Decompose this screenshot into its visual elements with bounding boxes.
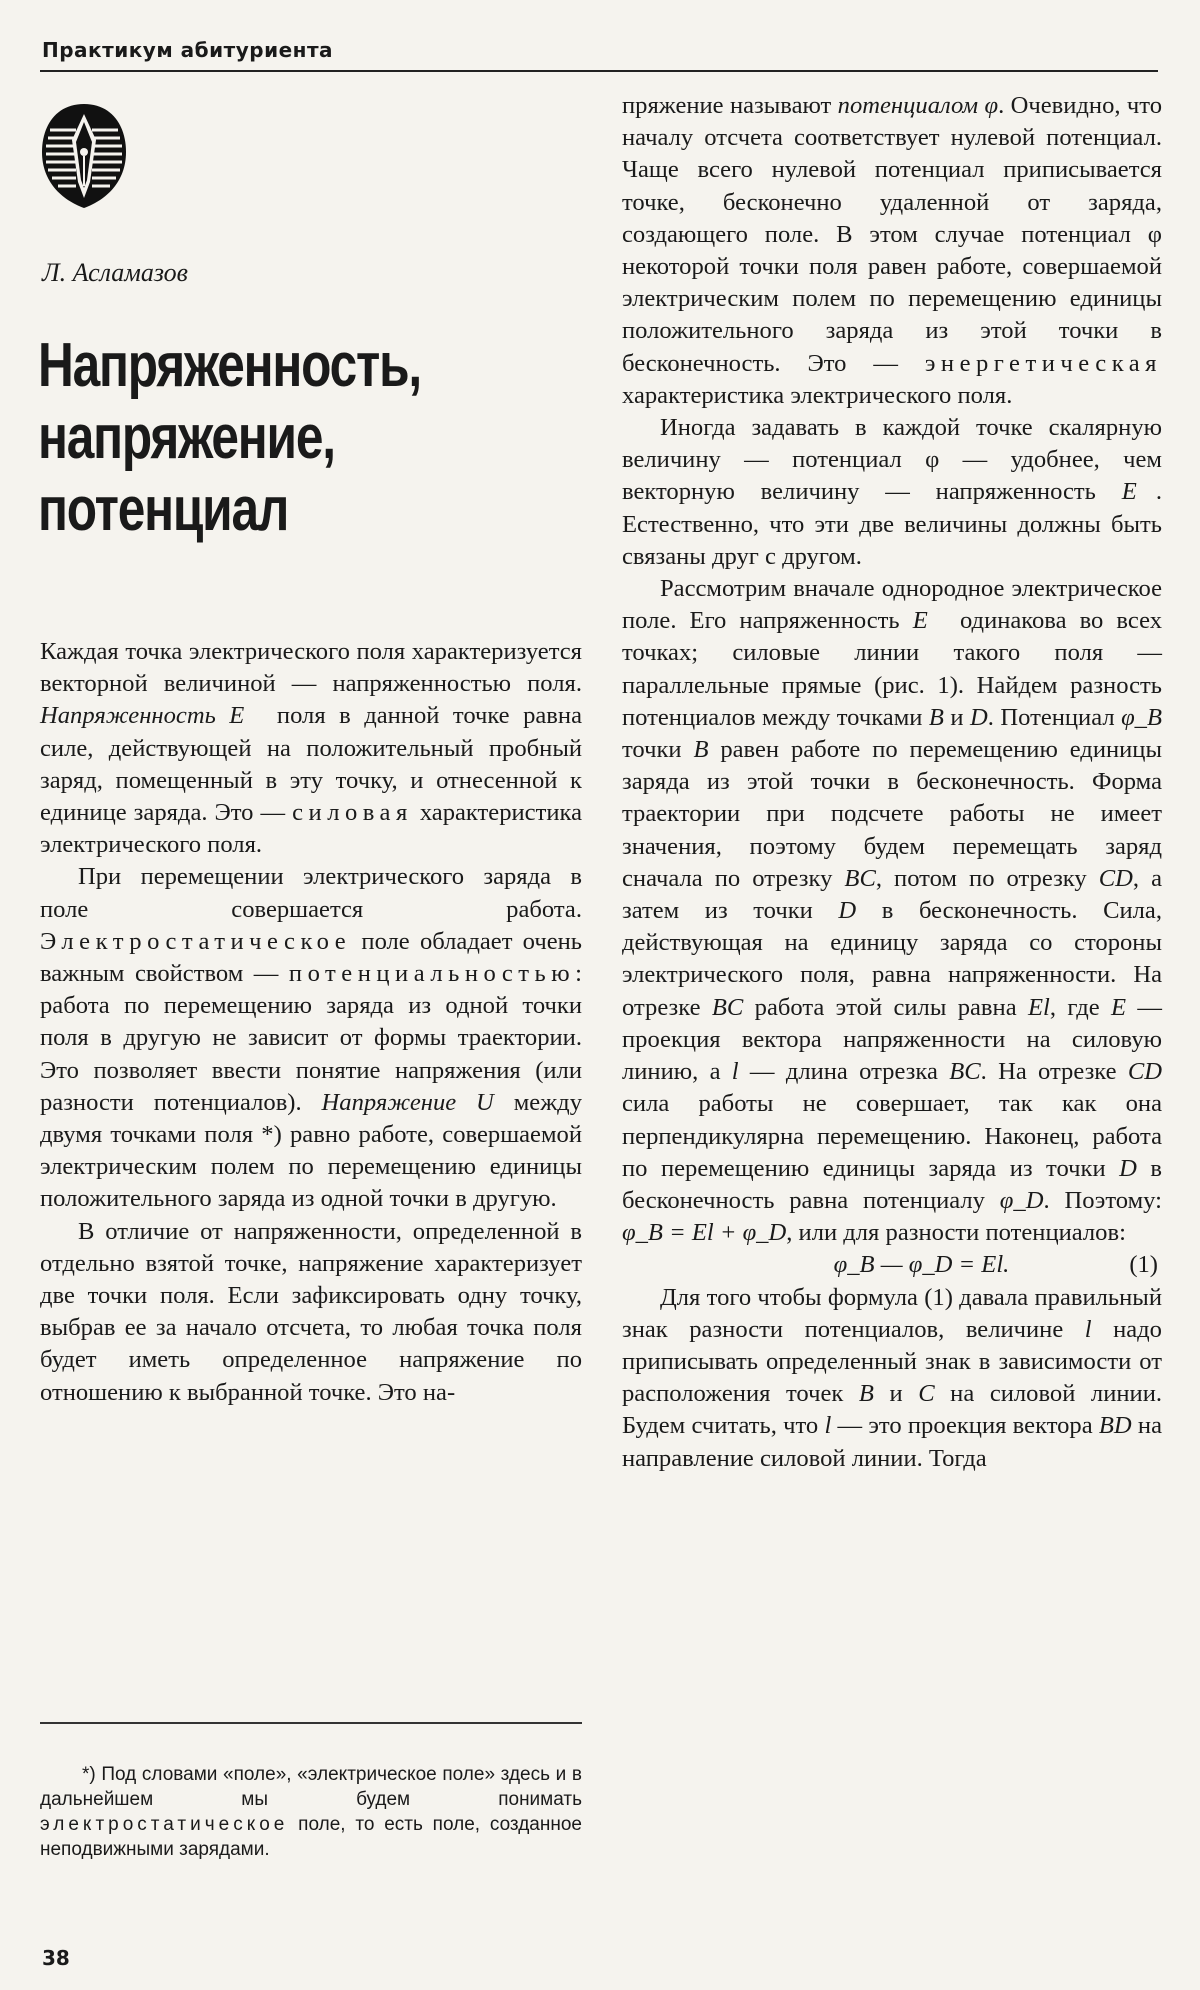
text-run: поля в данной точке равна силе, действующей на положительный пробный заряд, помещенный в эту точку, и отнесенной к единице заряда. Это — [40,702,582,827]
text-run: на направление силовой линии. Тогда [622,1412,1162,1472]
text-run: , потом по отрезку [875,864,1099,892]
text-run: При перемещении электрического заряда в поле совершается работа. [40,863,582,923]
right-text-column [622,90,1162,1475]
text-run: , а затем из точки [622,864,1162,925]
italic-term: Напряженность [40,702,230,730]
text-run: Иногда задавать в каждой точке скалярную величину — потенциал φ — удобнее, чем векторную величину — напряженность [622,414,1162,506]
text-run: — проекция вектора напряженности на силовую линию, а [622,993,1162,1086]
text-run: . На отрезке [980,1058,1128,1086]
italic-term: B [928,703,944,731]
italic-term: Напряжение U [321,1088,494,1116]
italic-term: l [824,1412,832,1440]
text-run: Каждая точка электрического поля характеризуется векторной величиной — напряженностью поля. [40,638,582,698]
text-run: характеристика электрического поля. [40,799,582,859]
spaced-emphasis: силовая [292,799,413,827]
text-run: на силовой линии. Будем считать, что [622,1380,1163,1440]
page-number: 38 [42,1946,70,1970]
text-run: точки [622,736,694,764]
pen-nib-emblem-icon [36,100,132,212]
spaced-emphasis: потенциальностью [288,960,576,988]
italic-term: E [1111,993,1127,1021]
text-run: пряжение называют [622,92,838,119]
italic-term: φ_D [999,1186,1044,1214]
paragraph [622,412,1162,573]
title-line: напряжение, [38,403,335,472]
article-author: Л. Асламазов [42,258,188,287]
left-text-column [40,636,582,1409]
text-run: . Потенциал [987,703,1122,731]
text-run: надо приписывать определенный знак в зависимости от расположения точек [622,1315,1162,1408]
italic-term: CD [1127,1058,1163,1086]
italic-term: E⃗ [1121,478,1156,506]
footnote [40,1762,582,1862]
italic-term: BD [1098,1412,1132,1440]
paragraph [40,1216,582,1409]
text-run: , где [1049,993,1111,1021]
italic-term: El [1027,993,1050,1021]
italic-term: BC [711,993,744,1021]
italic-term: φ_B = El + φ_D [622,1219,787,1247]
text-run: — длина отрезка [738,1058,950,1086]
formula-number: (1) [1129,1251,1158,1279]
italic-term: D [1119,1154,1137,1182]
text-run: — это проекция вектора [831,1412,1099,1440]
italic-term: C [918,1380,935,1408]
formula-line [622,1249,1162,1281]
article-title [38,330,470,546]
italic-term: φ_B [1121,703,1163,731]
italic-term: l [1084,1315,1092,1343]
text-run: . Очевидно, что началу отсчета соответствует нулевой потенциал. Чаще всего нулевой потенциал приписывается точке, бесконечно удаленной от заряда, создающего поле. В этом случае потенциал φ некоторой точки поля равен работе, совершаемой электрическим полем по перемещению единицы положительного заряда из этой точки в бесконечность. Это — [622,92,1162,377]
paragraph [40,636,582,861]
text-run: сила работы не совершает, так как она перпендикулярна перемещению. Наконец, работа по перемещению единицы заряда из точки [622,1090,1162,1182]
spaced-emphasis: Электростатическое [40,927,352,955]
text-run: в бесконечность. Сила, действующая на единицу заряда со стороны электрического поля, равна напряженности. На отрезке [622,897,1162,1021]
text-run: между двумя точками поля *) равно работе, совершаемой электрическим полем по перемещению единицы положительного заряда из одной точки в другую. [40,1088,582,1213]
italic-term: потенциалом φ [837,92,999,119]
italic-term: E⃗ [912,607,947,635]
italic-term: B [693,736,709,764]
italic-term: CD [1098,864,1133,892]
text-run: работа этой силы равна [743,993,1028,1021]
text-run: . Естественно, что эти две величины должны быть связаны друг с другом. [622,478,1162,570]
text-run: равен работе по перемещению единицы заряда из этой точки в бесконечность. Форма траектории при подсчете работы не имеет значения, поэтому будем перемещать заряд сначала по отрезку [622,736,1162,892]
text-run: Для того чтобы формула (1) давала правильный знак разности потенциалов, величине [622,1283,1162,1343]
paragraph [622,90,1162,412]
text-run: . Поэтому: [1043,1186,1162,1214]
text-run: , или для разности потенциалов: [786,1219,1126,1247]
footnote-divider [40,1722,582,1724]
text-run: поле, то есть поле, созданное неподвижными зарядами. [40,1814,582,1860]
spaced-emphasis: энергетическая [924,349,1162,377]
italic-term: l [731,1058,739,1086]
text-run: Рассмотрим вначале однородное электрическое поле. Его напряженность [622,575,1162,635]
text-run: В отличие от напряженности, определенной в отдельно взятой точке, напряжение характеризует две точки поля. Если зафиксировать одну точку, выбрав ее за начало отсчета, то любая точка поля будет иметь определенное напряжение по отношению к выбранной точке. Это на- [40,1217,582,1406]
section-title: Практикум абитуриента [42,38,334,62]
italic-term: B [858,1380,874,1408]
italic-term: D [969,703,988,731]
formula-expression: φ_B — φ_D = El. [833,1251,1010,1279]
text-run: одинакова во всех точках; силовые линии такого поля — параллельные прямые (рис. 1). Найдем разность потенциалов между точками [622,607,1162,731]
text-run: *) Под словами «поле», «электрическое поле» здесь и в дальнейшем мы будем понимать [40,1764,582,1810]
title-line: потенциал [38,475,289,544]
running-header [40,34,1158,72]
title-line: Напряженность, [38,331,421,400]
italic-term: BC [949,1058,981,1086]
text-run: характеристика электрического поля. [622,381,1013,409]
text-run: : работа по перемещению заряда из одной точки поля в другую не зависит от формы траектории. Это позволяет ввести понятие напряжения (или разности потенциалов). [40,960,582,1116]
paragraph [622,1282,1162,1475]
text-run: в бесконечность равна потенциалу [622,1154,1162,1214]
paragraph [622,573,1162,1249]
spaced-emphasis: электростатическое [40,1814,289,1835]
paragraph [40,861,582,1215]
text-run: и [943,703,970,731]
italic-term: D [838,897,857,925]
italic-term: E⃗ [229,702,264,730]
text-run: поле обладает очень важным свойством — [40,927,582,988]
text-run: и [873,1380,919,1408]
italic-term: BC [844,864,876,892]
